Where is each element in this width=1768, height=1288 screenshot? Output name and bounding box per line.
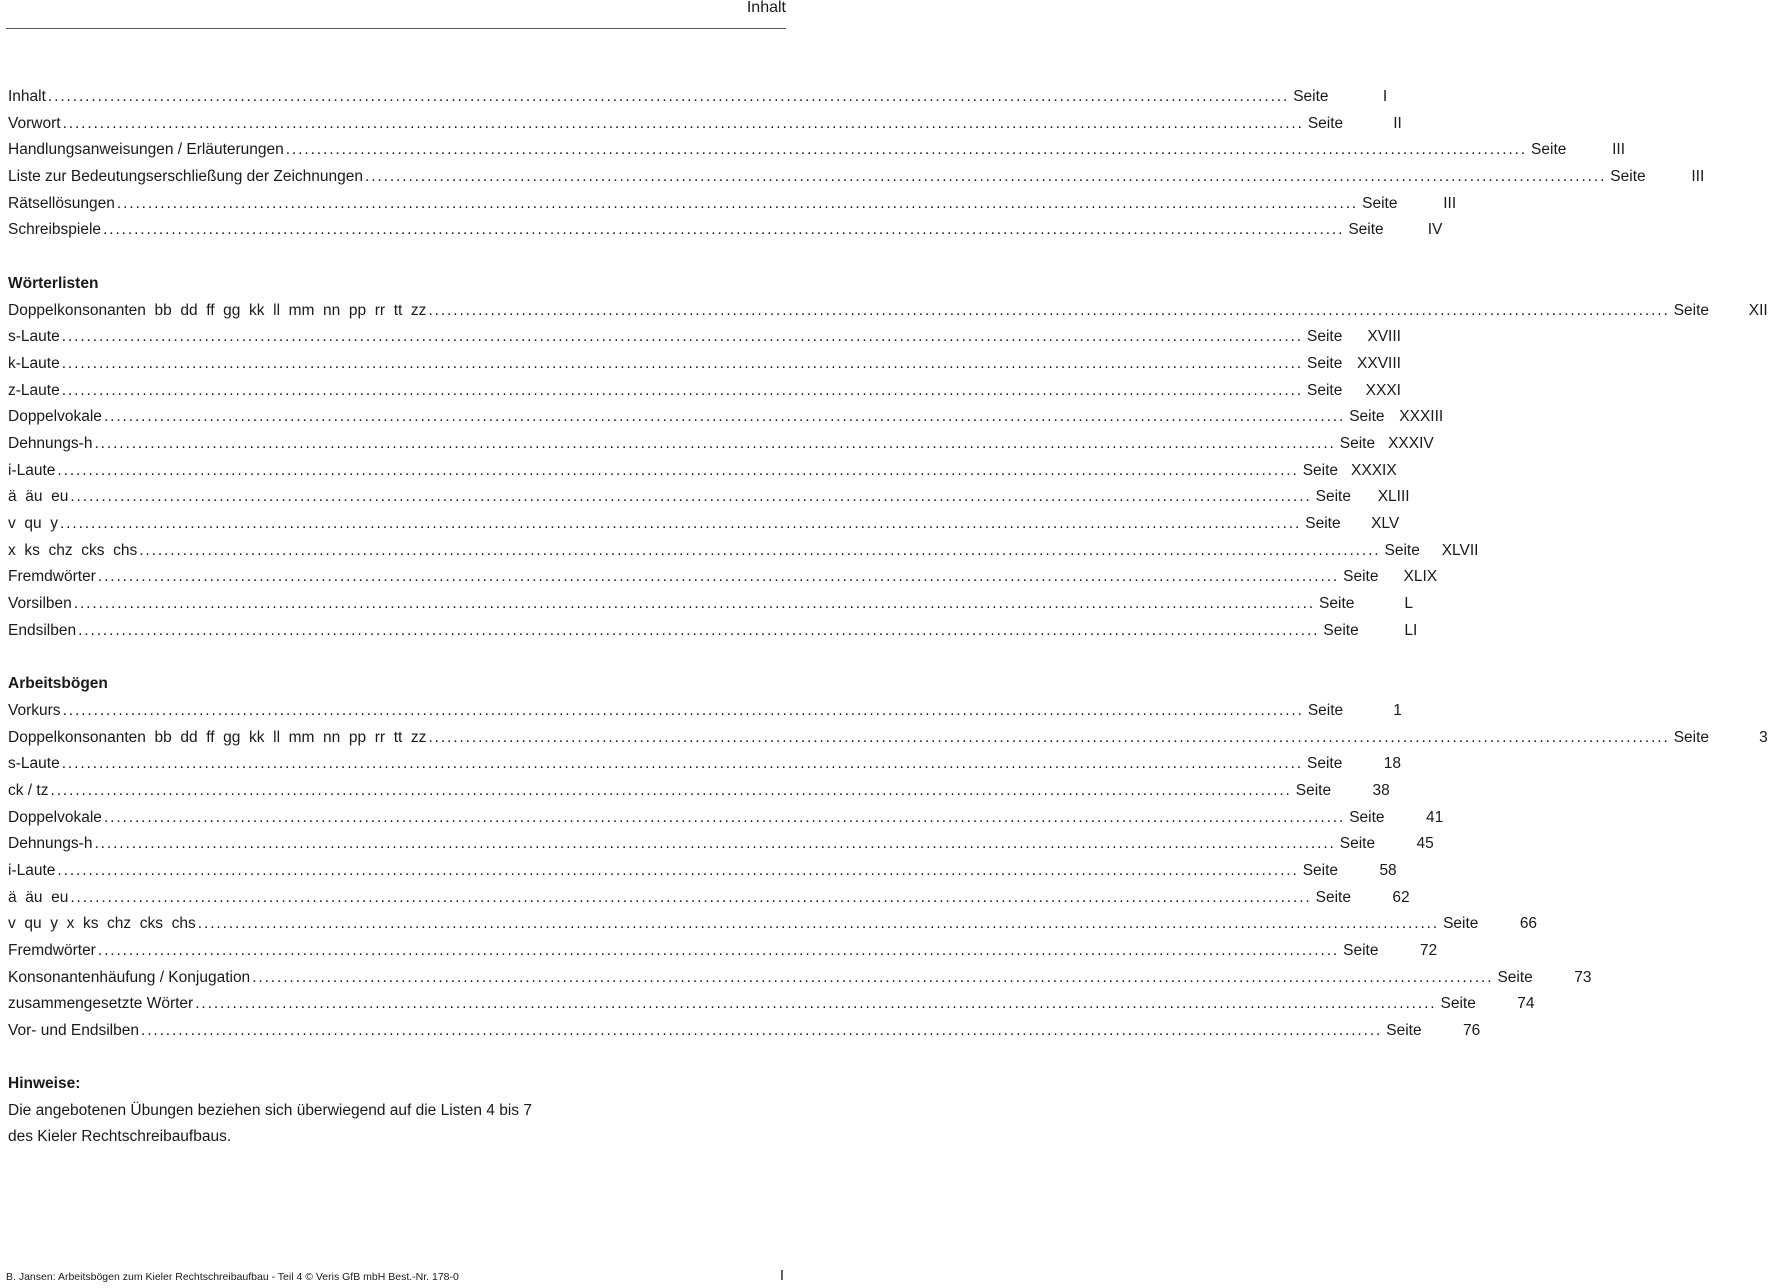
- toc-page-number: 66: [1519, 915, 1538, 933]
- toc-page-number: 62: [1392, 888, 1410, 906]
- toc-seite-label: Seite: [1307, 114, 1344, 132]
- toc-page-number: III: [1612, 141, 1626, 159]
- toc-entry: [8, 324, 1401, 351]
- toc-entry-label: Dehnungs-h: [8, 434, 93, 452]
- toc-seite-label: Seite: [1343, 568, 1379, 586]
- toc-page-number: II: [1393, 114, 1402, 132]
- dot-leader: ........................................................................................................................................................................................................: [50, 781, 1292, 799]
- toc-entry: [8, 484, 1410, 511]
- toc-page-number: 76: [1463, 1022, 1481, 1040]
- toc-page-number: XLIX: [1403, 568, 1438, 586]
- dot-leader: ........................................................................................................................................................................................................: [47, 88, 1290, 105]
- toc-page-number: IV: [1427, 221, 1443, 239]
- toc-page-number: 41: [1425, 808, 1444, 826]
- toc-page-number: 72: [1419, 942, 1438, 959]
- dot-leader: ........................................................................................................................................................................................................: [94, 434, 1336, 452]
- toc-entry: [8, 458, 1397, 485]
- toc-entry: [8, 298, 1768, 325]
- dot-leader: ........................................................................................................................................................................................................: [365, 168, 1607, 186]
- toc-entry-label: ä äu eu: [8, 888, 69, 906]
- toc-entry-label: s-Laute: [8, 755, 60, 773]
- toc-general-section: [8, 84, 1705, 244]
- toc-page-number: 58: [1379, 861, 1397, 879]
- toc-seite-label: Seite: [1323, 621, 1359, 639]
- toc-entry-label: i-Laute: [8, 861, 56, 879]
- toc-page-number: XLIII: [1377, 488, 1410, 506]
- toc-entry: [8, 351, 1401, 378]
- toc-seite-label: Seite: [1610, 168, 1646, 186]
- toc-entry: [8, 137, 1626, 164]
- toc-entry: [8, 511, 1400, 538]
- toc-page-number: XLVII: [1441, 541, 1479, 559]
- toc-page-number: 1: [1393, 701, 1402, 719]
- toc-entry-label: Doppelvokale: [8, 408, 102, 426]
- dot-leader: ........................................................................................................................................................................................................: [140, 1022, 1383, 1040]
- dot-leader: ........................................................................................................................................................................................................: [70, 488, 1312, 506]
- dot-leader: ........................................................................................................................................................................................................: [61, 755, 1303, 773]
- dot-leader: ........................................................................................................................................................................................................: [428, 301, 1670, 319]
- notes-line: des Kieler Rechtschreibaufbaus.: [8, 1128, 232, 1146]
- toc-entry: [8, 191, 1457, 218]
- toc-entry: [8, 217, 1443, 244]
- toc-seite-label: Seite: [1306, 328, 1343, 346]
- toc-seite-label: Seite: [1295, 781, 1332, 799]
- toc-entry-label: k-Laute: [8, 354, 60, 372]
- toc-entry: [8, 965, 1592, 992]
- dot-leader: ........................................................................................................................................................................................................: [61, 328, 1303, 346]
- table-of-contents: [8, 84, 1768, 1045]
- dot-leader: ........................................................................................................................................................................................................: [97, 942, 1340, 959]
- dot-leader: ........................................................................................................................................................................................................: [197, 915, 1440, 933]
- toc-page-number: III: [1443, 194, 1457, 212]
- toc-entry-label: ä äu eu: [8, 488, 69, 506]
- toc-entry: [8, 618, 1418, 645]
- toc-seite-label: Seite: [1497, 968, 1533, 986]
- toc-seite-label: Seite: [1440, 995, 1476, 1013]
- toc-entry: [8, 911, 1538, 938]
- toc-page-number: 74: [1517, 995, 1535, 1013]
- notes-block: [8, 1071, 768, 1151]
- toc-page-number: XII: [1748, 301, 1768, 319]
- toc-page-number: 3: [1759, 728, 1768, 746]
- toc-seite-label: Seite: [1443, 915, 1479, 933]
- toc-seite-label: Seite: [1306, 354, 1343, 372]
- toc-entry: [8, 1018, 1481, 1045]
- dot-leader: ........................................................................................................................................................................................................: [94, 835, 1336, 853]
- dot-leader: ........................................................................................................................................................................................................: [59, 515, 1302, 532]
- dot-leader: ........................................................................................................................................................................................................: [97, 568, 1340, 586]
- toc-entry: [8, 164, 1705, 191]
- toc-entry: [8, 591, 1414, 618]
- toc-seite-label: Seite: [1343, 942, 1379, 959]
- toc-entry-label: Vorwort: [8, 114, 61, 132]
- toc-seite-label: Seite: [1386, 1022, 1422, 1040]
- toc-entry-label: Inhalt: [8, 88, 46, 105]
- toc-entry-label: x ks chz cks chs: [8, 541, 138, 559]
- toc-entry: [8, 725, 1768, 752]
- dot-leader: ........................................................................................................................................................................................................: [195, 995, 1437, 1013]
- toc-page-number: 45: [1416, 835, 1434, 853]
- toc-seite-label: Seite: [1673, 301, 1710, 319]
- toc-entry-label: Liste zur Bedeutungserschließung der Zeichnungen: [8, 168, 364, 186]
- toc-page-number: XXXIX: [1351, 461, 1397, 479]
- notes-title: Hinweise:: [8, 1075, 81, 1092]
- toc-entry-label: Dehnungs-h: [8, 835, 93, 853]
- toc-entry: [8, 378, 1401, 405]
- toc-arbeitsboegen-section: [8, 698, 1768, 1045]
- toc-seite-label: Seite: [1307, 701, 1344, 719]
- dot-leader: ........................................................................................................................................................................................................: [103, 808, 1346, 826]
- dot-leader: ........................................................................................................................................................................................................: [61, 354, 1303, 372]
- toc-page-number: XLV: [1371, 515, 1400, 532]
- toc-entry-label: Schreibspiele: [8, 221, 102, 239]
- toc-entry: [8, 885, 1410, 912]
- toc-seite-label: Seite: [1349, 408, 1385, 426]
- toc-entry: [8, 831, 1434, 858]
- dot-leader: ........................................................................................................................................................................................................: [62, 701, 1304, 719]
- dot-leader: ........................................................................................................................................................................................................: [252, 968, 1494, 986]
- toc-entry: [8, 751, 1401, 778]
- toc-seite-label: Seite: [1319, 595, 1355, 613]
- toc-entry-label: v qu y x ks chz cks chs: [8, 915, 196, 933]
- toc-seite-label: Seite: [1306, 755, 1343, 773]
- toc-entry: [8, 938, 1438, 965]
- toc-seite-label: Seite: [1305, 515, 1341, 532]
- toc-seite-label: Seite: [1302, 461, 1339, 479]
- toc-entry-label: Vorsilben: [8, 595, 72, 613]
- footer-page-number: I: [779, 1267, 784, 1284]
- toc-page-number: III: [1691, 168, 1705, 186]
- toc-page-number: XXXIV: [1388, 434, 1434, 452]
- toc-entry-label: Fremdwörter: [8, 942, 96, 959]
- toc-page-number: I: [1382, 88, 1388, 105]
- section-spacer: [8, 644, 781, 671]
- dot-leader: ........................................................................................................................................................................................................: [103, 408, 1346, 426]
- toc-entry-label: ck / tz: [8, 781, 49, 799]
- toc-entry-label: Vorkurs: [8, 701, 61, 719]
- toc-entry: [8, 991, 1535, 1018]
- dot-leader: ........................................................................................................................................................................................................: [57, 861, 1299, 879]
- dot-leader: ........................................................................................................................................................................................................: [57, 461, 1299, 479]
- toc-seite-label: Seite: [1339, 434, 1376, 452]
- toc-entry-label: z-Laute: [8, 381, 60, 399]
- toc-entry: [8, 805, 1444, 832]
- toc-page-number: 18: [1383, 755, 1401, 773]
- toc-page-number: XXXIII: [1399, 408, 1444, 426]
- toc-page-number: XXXI: [1365, 381, 1401, 399]
- toc-entry-label: Doppelvokale: [8, 808, 102, 826]
- dot-leader: ........................................................................................................................................................................................................: [116, 194, 1359, 212]
- toc-page-number: 38: [1372, 781, 1390, 799]
- toc-seite-label: Seite: [1362, 194, 1398, 212]
- toc-entry-label: Vor- und Endsilben: [8, 1022, 139, 1040]
- toc-seite-label: Seite: [1348, 221, 1384, 239]
- dot-leader: ........................................................................................................................................................................................................: [61, 381, 1303, 399]
- toc-entry: [8, 404, 1444, 431]
- toc-seite-label: Seite: [1315, 488, 1351, 506]
- toc-entry: [8, 538, 1479, 565]
- toc-seite-label: Seite: [1673, 728, 1710, 746]
- toc-entry: [8, 431, 1434, 458]
- toc-seite-label: Seite: [1349, 808, 1385, 826]
- footer-credit: B. Jansen: Arbeitsbögen zum Kieler Rechtschreibaufbau - Teil 4 © Veris GfB mbH Best.-Nr. 178-0: [6, 1271, 459, 1283]
- dot-leader: ........................................................................................................................................................................................................: [78, 621, 1320, 639]
- toc-seite-label: Seite: [1384, 541, 1420, 559]
- toc-seite-label: Seite: [1339, 835, 1376, 853]
- toc-page-number: XVIII: [1367, 328, 1401, 346]
- header-divider: [6, 28, 786, 29]
- notes-line: Die angebotenen Übungen beziehen sich überwiegend auf die Listen 4 bis 7: [8, 1101, 532, 1119]
- toc-entry-label: Doppelkonsonanten bb dd ff gg kk ll mm nn pp rr tt zz: [8, 301, 427, 319]
- toc-entry-label: Endsilben: [8, 621, 77, 639]
- toc-seite-label: Seite: [1531, 141, 1567, 159]
- toc-entry: [8, 84, 1388, 111]
- toc-page-number: XXVIII: [1357, 354, 1401, 372]
- toc-entry-label: i-Laute: [8, 461, 56, 479]
- dot-leader: ........................................................................................................................................................................................................: [73, 595, 1316, 613]
- dot-leader: ........................................................................................................................................................................................................: [62, 114, 1304, 132]
- toc-entry: [8, 858, 1397, 885]
- toc-entry-label: Fremdwörter: [8, 568, 96, 586]
- dot-leader: ........................................................................................................................................................................................................: [103, 221, 1345, 239]
- toc-entry: [8, 564, 1438, 591]
- toc-entry-label: v qu y: [8, 515, 58, 532]
- dot-leader: ........................................................................................................................................................................................................: [285, 141, 1528, 159]
- toc-entry-label: Handlungsanweisungen / Erläuterungen: [8, 141, 284, 159]
- toc-entry: [8, 698, 1402, 725]
- page-header-title: Inhalt: [746, 0, 786, 16]
- toc-entry-label: zusammengesetzte Wörter: [8, 995, 194, 1013]
- section-heading-arbeitsboegen: Arbeitsbögen: [8, 675, 108, 693]
- toc-seite-label: Seite: [1302, 861, 1339, 879]
- toc-entry: [8, 778, 1390, 805]
- toc-seite-label: Seite: [1293, 88, 1329, 105]
- toc-entry-label: Doppelkonsonanten bb dd ff gg kk ll mm nn pp rr tt zz: [8, 728, 427, 746]
- toc-entry: [8, 111, 1402, 138]
- dot-leader: ........................................................................................................................................................................................................: [139, 541, 1381, 559]
- toc-entry-label: Rätsellösungen: [8, 194, 115, 212]
- toc-page-number: LI: [1404, 621, 1418, 639]
- dot-leader: ........................................................................................................................................................................................................: [428, 728, 1670, 746]
- toc-page-number: 73: [1574, 968, 1592, 986]
- section-heading-woerterlisten: Wörterlisten: [8, 274, 99, 292]
- toc-seite-label: Seite: [1306, 381, 1343, 399]
- toc-page-number: L: [1404, 595, 1414, 613]
- toc-entry-label: s-Laute: [8, 328, 60, 346]
- section-spacer: [8, 244, 781, 271]
- toc-seite-label: Seite: [1315, 888, 1351, 906]
- toc-entry-label: Konsonantenhäufung / Konjugation: [8, 968, 251, 986]
- toc-woerterlisten-section: [8, 298, 1768, 645]
- dot-leader: ........................................................................................................................................................................................................: [70, 888, 1312, 906]
